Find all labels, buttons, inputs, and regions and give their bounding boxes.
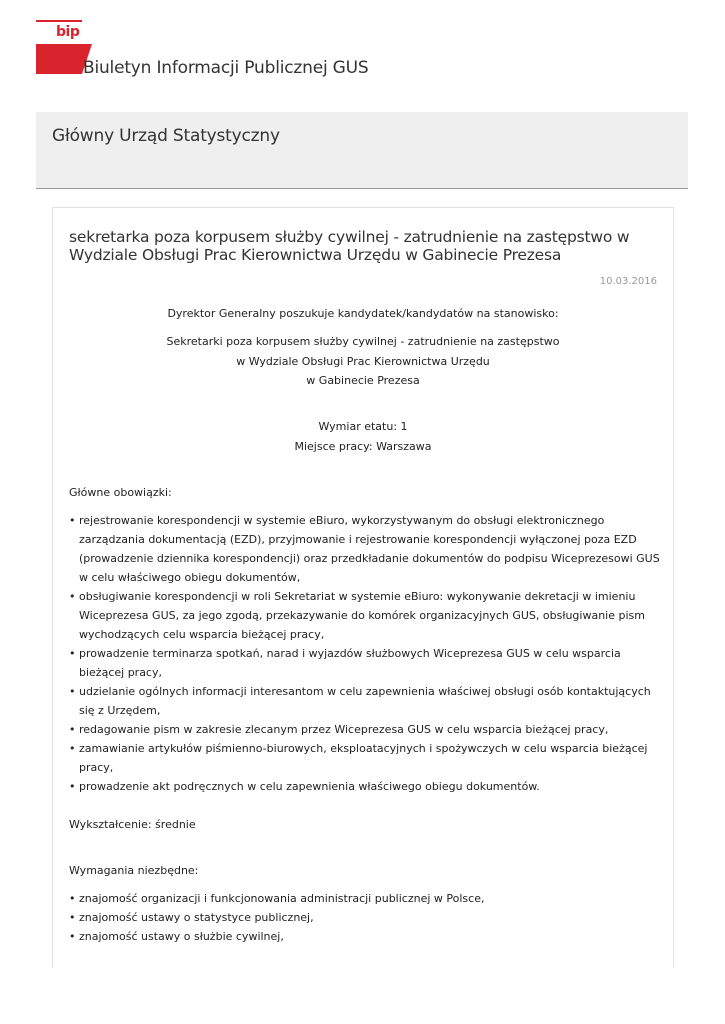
article-date: 10.03.2016 (599, 276, 657, 287)
list-item: • rejestrowanie korespondencji w systemie eBiuro, wykorzystywanym do obsługi elektronicznego zarządzania dokumentacją (EZD), przyjmowanie i rejestrowanie korespondencji wyłączonej poza EZD (prowadzenie dziennika korespondencji) oraz przedkładanie dokumentów do podpisu Wiceprezesowi GUS w celu właściwego obiegu dokumentów, (69, 511, 665, 587)
site-title[interactable]: Biuletyn Informacji Publicznej GUS (83, 58, 369, 78)
duties-list (69, 511, 665, 796)
employment-block (53, 417, 673, 456)
position-block (53, 332, 673, 391)
employment-size: Wymiar etatu: 1 (318, 420, 408, 433)
list-item: • znajomość ustawy o statystyce publicznej, (69, 908, 665, 927)
list-item: • znajomość organizacji i funkcjonowania administracji publicznej w Polsce, (69, 889, 665, 908)
intro-text: Dyrektor Generalny poszukuje kandydatek/kandydatów na stanowisko: (167, 307, 559, 320)
requirements-list (69, 889, 665, 946)
list-item: • obsługiwanie korespondencji w roli Sekretariat w systemie eBiuro: wykonywanie dekretacji w imieniu Wiceprezesa GUS, za jego zgodą, przekazywanie do komórek organizacyjnych GUS, obsługiwanie pism wychodzących celu wsparcia bieżącej pracy, (69, 587, 665, 644)
education: Wykształcenie: średnie (69, 818, 196, 831)
logo-red-block (36, 44, 82, 74)
list-item: • redagowanie pism w zakresie zlecanym przez Wiceprezesa GUS w celu wsparcia bieżącej pracy, (69, 720, 665, 739)
position-line: w Wydziale Obsługi Prac Kierownictwa Urzędu (236, 354, 490, 368)
institution-banner (36, 112, 688, 189)
list-item: • udzielanie ogólnych informacji interesantom w celu zapewnienia właściwej obsługi osób kontaktujących się z Urzędem, (69, 682, 665, 720)
work-location: Miejsce pracy: Warszawa (294, 439, 432, 453)
list-item: • prowadzenie akt podręcznych w celu zapewnienia właściwego obiegu dokumentów. (69, 777, 665, 796)
position-line: w Gabinecie Prezesa (306, 374, 420, 387)
article-card (52, 207, 674, 968)
article-title: sekretarka poza korpusem służby cywilnej - zatrudnienie na zastępstwo w Wydziale Obsługi Prac Kierownictwa Urzędu w Gabinecie Prezesa (69, 228, 630, 264)
institution-name: Główny Urząd Statystyczny (52, 126, 280, 146)
logo-text: bip (56, 24, 80, 40)
position-line: Sekretarki poza korpusem służby cywilnej - zatrudnienie na zastępstwo (166, 335, 560, 348)
bip-logo[interactable] (36, 20, 84, 76)
requirements-heading: Wymagania niezbędne: (69, 864, 199, 877)
duties-heading: Główne obowiązki: (69, 486, 172, 499)
logo-top-line (36, 20, 82, 22)
list-item: • zamawianie artykułów piśmienno-biurowych, eksploatacyjnych i spożywczych w celu wsparcia bieżącej pracy, (69, 739, 665, 777)
list-item: • prowadzenie terminarza spotkań, narad i wyjazdów służbowych Wiceprezesa GUS w celu wsparcia bieżącej pracy, (69, 644, 665, 682)
list-item: • znajomość ustawy o służbie cywilnej, (69, 927, 665, 946)
